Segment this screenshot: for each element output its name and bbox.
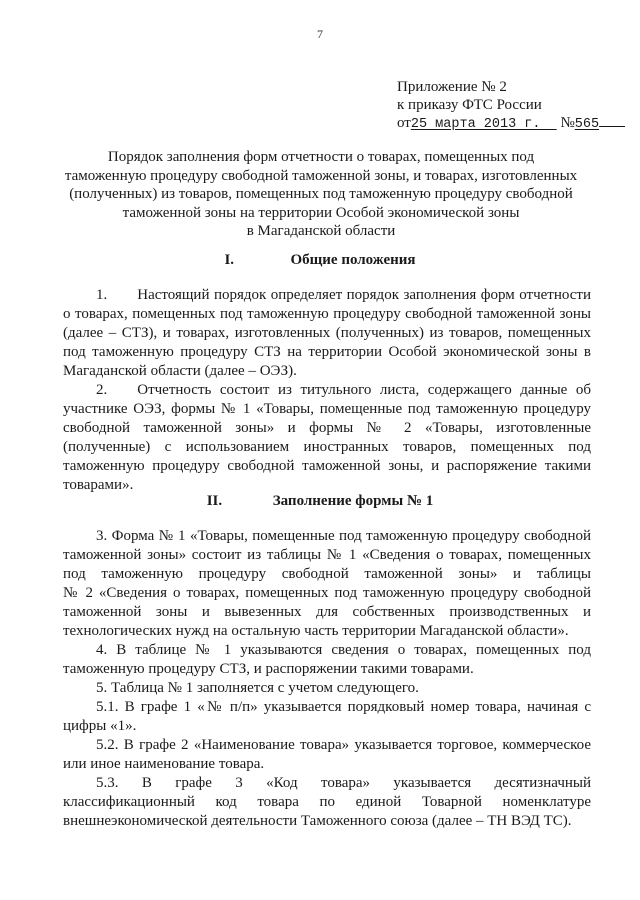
text-line: внешнеэкономической деятельности Таможенного союза (далее – ТН ВЭД ТС). — [63, 813, 572, 829]
section-title: Заполнение формы № 1 — [272, 493, 434, 509]
paragraph-1 — [63, 286, 591, 381]
text-line: товарами». — [63, 477, 134, 493]
title-line: (полученных) из товаров, помещенных под таможенную процедуру свободной — [69, 186, 573, 202]
section-number: I. — [224, 252, 235, 268]
text-line: таможенную процедуру свободной таможенной зоны, и распоряжение такими — [63, 458, 591, 474]
paragraph-2 — [63, 381, 591, 495]
text-line: Магаданской области (далее – ОЭЗ). — [63, 363, 297, 379]
text-line: (далее – СТЗ), и товарах, изготовленных (полученных) из товаров, помещенных — [63, 325, 591, 341]
text-line: цифры «1». — [63, 718, 137, 734]
text-line: таможенной зоны и вывезенных для собственных производственных и — [63, 604, 591, 620]
paragraph-5-1 — [63, 698, 591, 736]
text-line: 5.1. В графе 1 «№ п/п» указывается порядковый номер товара, начиная с — [96, 699, 591, 715]
section-heading-form-1 — [0, 493, 640, 510]
text-line: таможенную процедуру СТЗ, и распоряжении такими товарами. — [63, 661, 474, 677]
text-line: таможенной зоны» состоит из таблицы № 1 «Сведения о товарах, помещенных — [63, 547, 591, 563]
section-heading-general — [0, 252, 640, 269]
text-line: свободной таможенной зоны» и формы № 2 «Товары, изготовленные — [63, 420, 591, 436]
text-line: 1. Настоящий порядок определяет порядок заполнения форм отчетности — [96, 287, 591, 303]
title-line: таможенной зоны на территории Особой экономической зоны — [122, 204, 520, 221]
text-line: 4. В таблице № 1 указываются сведения о товарах, помещенных под — [96, 642, 591, 658]
paragraph-5-2 — [63, 736, 591, 774]
appendix-number-sign: № — [560, 115, 575, 131]
text-line: классификационный код товара по единой Товарной номенклатуре — [63, 794, 591, 810]
text-line: о товарах, помещенных под таможенную процедуру свободной таможенной зоны — [63, 306, 591, 322]
text-line: (полученные) с использованием иностранных товаров, помещенных под — [63, 439, 591, 455]
appendix-header — [397, 78, 625, 134]
text-line: 5.3. В графе 3 «Код товара» указывается десятизначный — [96, 775, 591, 791]
text-line: или иное наименование товара. — [63, 756, 265, 772]
text-line: участнике ОЭЗ, формы № 1 «Товары, помещенные под таможенную процедуру — [63, 401, 591, 417]
appendix-number: 565 — [574, 117, 600, 132]
appendix-order-ref: к приказу ФТС России — [397, 97, 542, 113]
text-line: под таможенную процедуру СТЗ на территории Особой экономической зоны в — [63, 344, 591, 360]
document-title — [60, 148, 582, 241]
text-line: 2. Отчетность состоит из титульного листа, содержащего данные об — [96, 382, 591, 398]
title-line: таможенную процедуру свободной таможенной зоны, и товарах, изготовленных — [64, 167, 578, 184]
appendix-date-prefix: от — [397, 115, 411, 131]
appendix-date: 25 марта 2013 г. — [410, 117, 541, 132]
text-line: под таможенную процедуру свободной таможенной зоны» и таблицы — [63, 566, 591, 582]
appendix-date-line — [397, 114, 625, 134]
text-line: 3. Форма № 1 «Товары, помещенные под таможенную процедуру свободной — [96, 528, 591, 544]
section-title: Общие положения — [290, 252, 416, 268]
appendix-title: Приложение № 2 — [397, 79, 507, 95]
paragraph-5-3 — [63, 774, 591, 831]
section-number: II. — [206, 493, 223, 509]
title-line: Порядок заполнения форм отчетности о товарах, помещенных под — [107, 149, 535, 165]
page-number: 7 — [317, 27, 323, 41]
text-line: № 2 «Сведения о товарах, помещенных под таможенную процедуру свободной — [63, 585, 591, 601]
text-line: технологических нужд на остальную часть территории Магаданской области». — [63, 623, 569, 639]
title-line: в Магаданской области — [246, 223, 396, 239]
paragraph-5 — [63, 679, 591, 698]
paragraph-3 — [63, 527, 591, 641]
text-line: 5.2. В графе 2 «Наименование товара» указывается торговое, коммерческое — [96, 737, 591, 753]
paragraph-4 — [63, 641, 591, 679]
text-line: 5. Таблица № 1 заполняется с учетом следующего. — [96, 680, 419, 696]
